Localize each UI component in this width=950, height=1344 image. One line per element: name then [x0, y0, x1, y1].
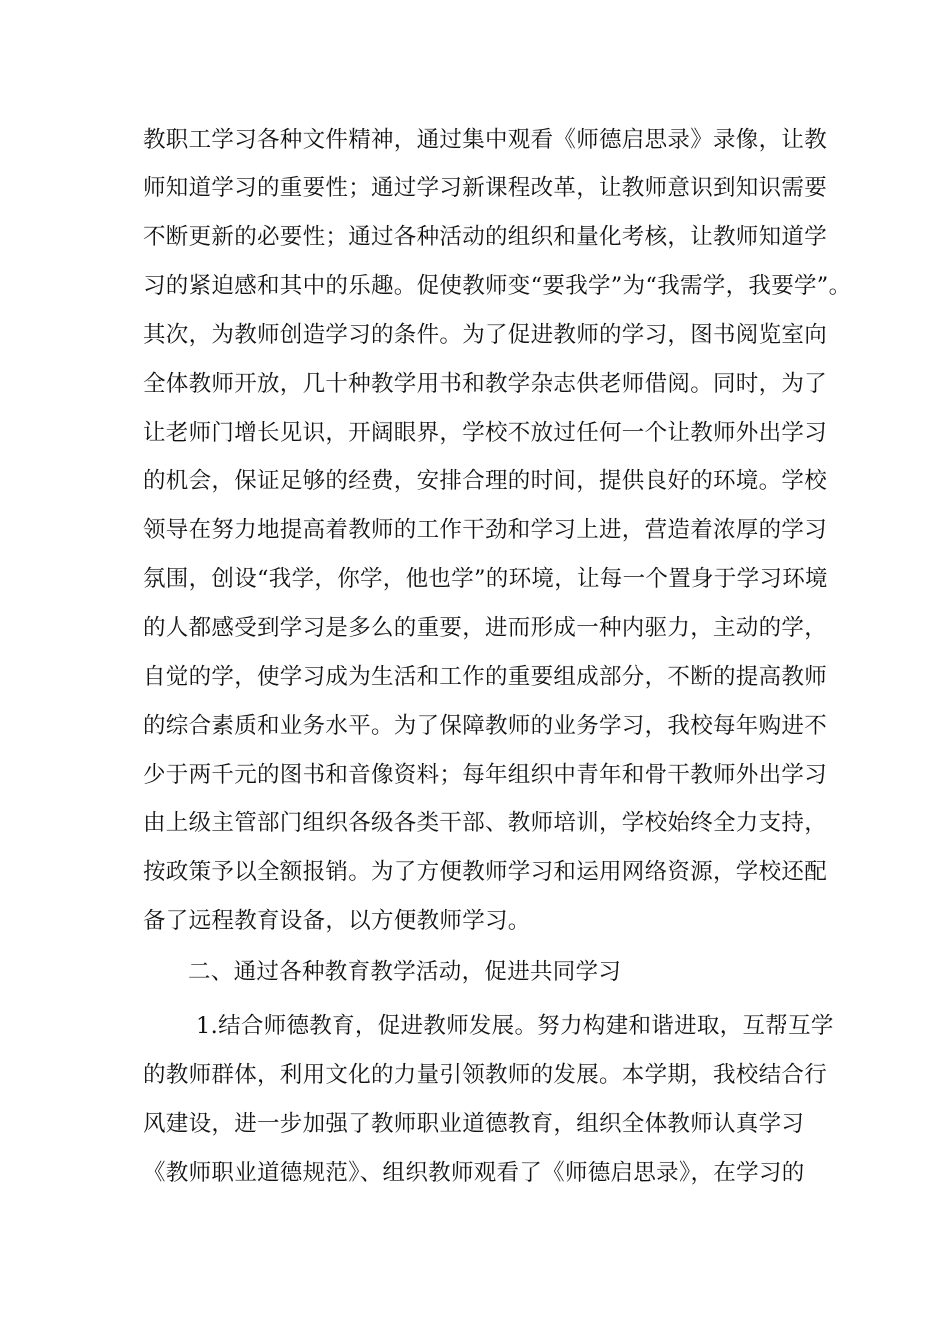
text-line: 《教师职业道德规范》、组织教师观看了《师德启思录》，在学习的	[143, 1160, 805, 1186]
text-line: 其次，为教师创造学习的条件。为了促进教师的学习，图书阅览室向	[143, 322, 828, 348]
text-line: 1.结合师德教育，促进教师发展。努力构建和谐进取，互帮互学	[196, 1013, 834, 1039]
text-line: 按政策予以全额报销。为了方便教师学习和运用网络资源，学校还配	[143, 859, 828, 885]
text-line: 不断更新的必要性；通过各种活动的组织和量化考核，让教师知道学	[143, 224, 828, 250]
text-line: 让老师门增长见识，开阔眼界，学校不放过任何一个让教师外出学习	[143, 420, 828, 446]
section-heading: 二、通过各种教育教学活动，促进共同学习	[188, 959, 622, 985]
text-line: 的教师群体，利用文化的力量引领教师的发展。本学期，我校结合行	[143, 1062, 828, 1088]
text-line: 氛围，创设“我学，你学，他也学”的环境，让每一个置身于学习环境	[143, 566, 828, 592]
text-line: 领导在努力地提高着教师的工作干劲和学习上进，营造着浓厚的学习	[143, 517, 828, 543]
text-line: 的人都感受到学习是多么的重要，进而形成一种内驱力，主动的学，	[143, 615, 828, 641]
text-line: 的综合素质和业务水平。为了保障教师的业务学习，我校每年购进不	[143, 713, 828, 739]
text-line: 自觉的学，使学习成为生活和工作的重要组成部分，不断的提高教师	[143, 664, 828, 690]
text-line: 教职工学习各种文件精神，通过集中观看《师德启思录》录像，让教	[143, 127, 828, 153]
text-line: 备了远程教育设备，以方便教师学习。	[143, 908, 531, 934]
text-line: 的机会，保证足够的经费，安排合理的时间，提供良好的环境。学校	[143, 468, 828, 494]
text-line: 风建设，进一步加强了教师职业道德教育，组织全体教师认真学习	[143, 1111, 805, 1137]
text-line: 师知道学习的重要性；通过学习新课程改革，让教师意识到知识需要	[143, 175, 828, 201]
text-line: 习的紧迫感和其中的乐趣。促使教师变“要我学”为“我需学，我要学”。	[143, 273, 852, 299]
text-line: 少于两千元的图书和音像资料；每年组织中青年和骨干教师外出学习	[143, 762, 828, 788]
text-line: 全体教师开放，几十种教学用书和教学杂志供老师借阅。同时，为了	[143, 371, 828, 397]
text-line: 由上级主管部门组织各级各类干部、教师培训，学校始终全力支持，	[143, 810, 828, 836]
